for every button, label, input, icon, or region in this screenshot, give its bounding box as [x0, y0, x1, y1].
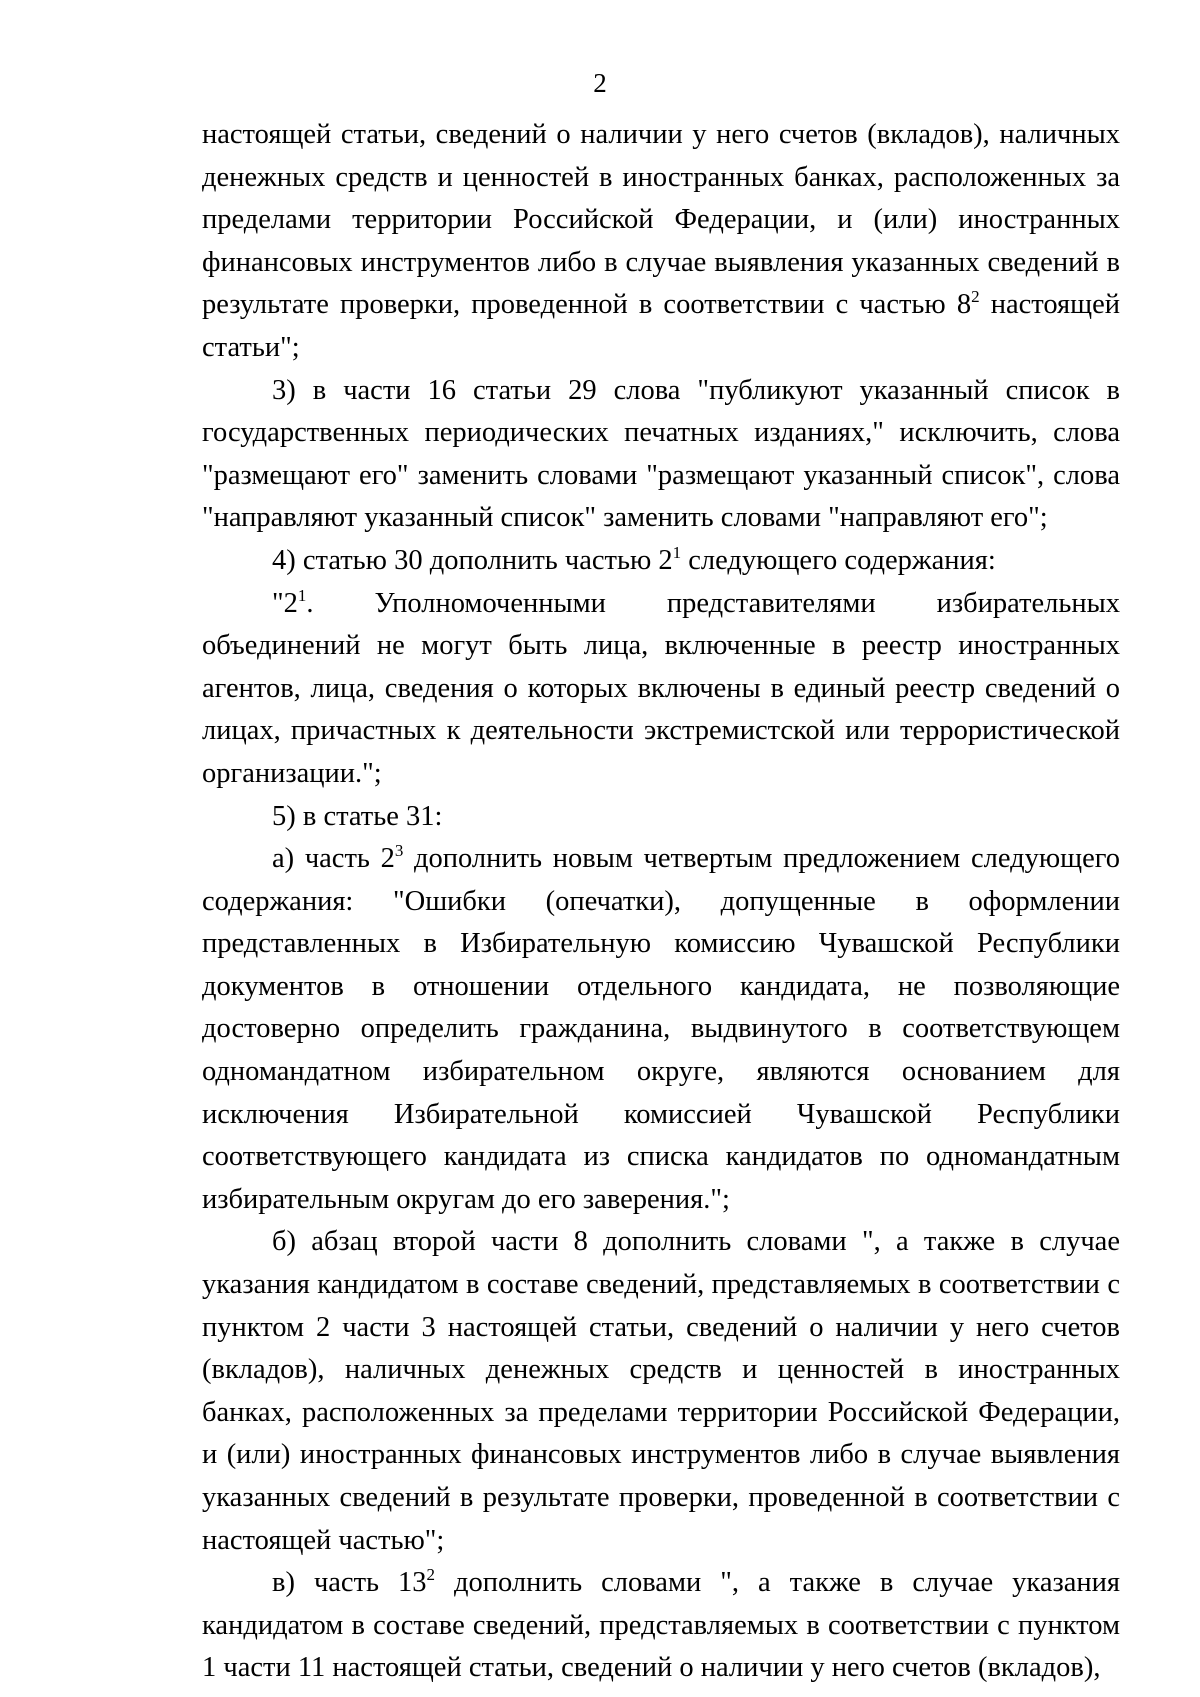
paragraph-text: 3) в части 16 статьи 29 слова "публикуют указанный список в государственных периодических печатных изданиях," исключить, слова "размещают его" заменить словами "размещают указанный список", слова "направляют указанный список" заменить словами "направляют его";	[202, 374, 1120, 534]
paragraph-text: 4) статью 30 дополнить частью 2	[272, 544, 673, 576]
paragraph-text: 5) в статье 31:	[272, 800, 443, 832]
paragraph-p4	[202, 583, 1120, 796]
paragraph-text: настоящей статьи";	[202, 289, 1121, 363]
paragraph-text: в) часть 13	[272, 1567, 427, 1599]
superscript-index: 2	[426, 1565, 436, 1585]
paragraph-text: настоящей статьи, сведений о наличии у него счетов (вкладов), наличных денежных средств и ценностей в иностранных банках, расположенных за пределами территории Российской Федерации, и (или) иностранных финансовых инструментов либо в случае выявления указанных сведений в результате проверки, проведенной в соответствии с частью 8	[202, 119, 1120, 321]
paragraph-p5	[202, 796, 1120, 839]
paragraph-text: . Уполномоченными представителями избирательных объединений не могут быть лица, включенные в реестр иностранных агентов, лица, сведения о которых включены в единый реестр сведений о лицах, причастных к деятельности экстремистской или террористической организации.";	[202, 587, 1120, 789]
paragraph-text: дополнить словами ", а также в случае указания кандидатом в составе сведений, представляемых в соответствии с пунктом 1 части 11 настоящей статьи, сведений о наличии у него счетов (вкладов),	[202, 1567, 1120, 1684]
paragraph-text: дополнить новым четвертым предложением следующего содержания: "Ошибки (опечатки), допущенные в оформлении представленных в Избирательную комиссию Чувашской Республики документов в отношении отдельного кандидата, не позволяющие достоверно определить гражданина, выдвинутого в соответствующем одномандатном избирательном округе, являются основанием для исключения Избирательной комиссией Чувашской Республики соответствующего кандидата из списка кандидатов по одномандатным избирательным округам до его заверения.";	[202, 843, 1120, 1215]
paragraph-p8	[202, 1562, 1120, 1690]
superscript-index: 2	[971, 287, 980, 307]
document-body	[202, 114, 1120, 1690]
paragraph-text: а) часть 2	[272, 843, 395, 875]
superscript-index: 1	[297, 585, 307, 605]
paragraph-text: б) абзац второй части 8 дополнить словами ", а также в случае указания кандидатом в составе сведений, представляемых в соответствии с пунктом 2 части 3 настоящей статьи, сведений о наличии у него счетов (вкладов), наличных денежных средств и ценностей в иностранных банках, расположенных за пределами территории Российской Федерации, и (или) иностранных финансовых инструментов либо в случае выявления указанных сведений в результате проверки, проведенной в соответствии с настоящей частью";	[202, 1226, 1120, 1556]
paragraph-text: "2	[272, 587, 298, 619]
paragraph-p2	[202, 370, 1120, 540]
paragraph-p3	[202, 540, 1120, 583]
paragraph-p1	[202, 114, 1120, 370]
page-number: 2	[593, 68, 607, 98]
superscript-index: 1	[672, 542, 682, 562]
paragraph-text: следующего содержания:	[681, 544, 996, 576]
superscript-index: 3	[394, 841, 404, 861]
paragraph-p6	[202, 838, 1120, 1221]
paragraph-p7	[202, 1221, 1120, 1562]
